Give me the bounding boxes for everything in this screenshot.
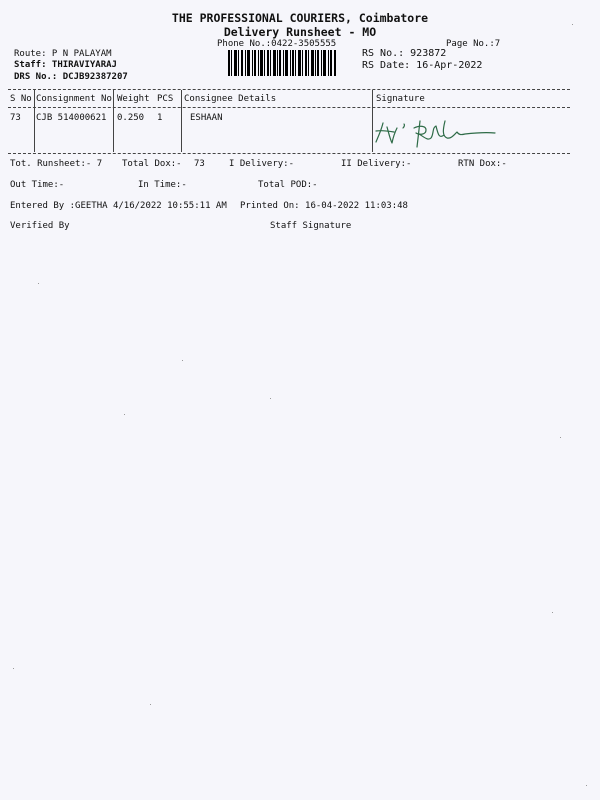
in-time: In Time:- <box>138 180 187 190</box>
rs-number: RS No.: 923872 <box>362 48 447 59</box>
company-title: THE PROFESSIONAL COURIERS, Coimbatore <box>171 11 429 25</box>
barcode <box>228 50 338 76</box>
table-bottom-rule <box>8 153 570 154</box>
column-header-weight: Weight <box>117 94 150 104</box>
out-time: Out Time:- <box>10 180 65 190</box>
column-divider <box>34 90 35 152</box>
page-number: Page No.:7 <box>446 39 501 49</box>
handwritten-signature <box>374 117 500 149</box>
scan-speck <box>560 437 561 438</box>
scan-speck <box>38 283 39 284</box>
total-pod: Total POD:- <box>258 180 318 190</box>
scan-speck <box>13 668 14 669</box>
phone-number: Phone No.:0422-3505555 <box>217 39 337 49</box>
rs-date: RS Date: 16-Apr-2022 <box>362 60 483 71</box>
staff-name: Staff: THIRAVIYARAJ <box>14 60 117 70</box>
scan-speck <box>182 360 183 361</box>
column-header-consignee: Consignee Details <box>184 94 277 104</box>
table-top-rule <box>8 89 570 90</box>
row-consignee: ESHAAN <box>190 113 223 123</box>
scan-speck <box>150 704 151 705</box>
column-header-pcs: PCS <box>157 94 174 104</box>
column-header-signature: Signature <box>376 94 425 104</box>
total-dox-value: 73 <box>194 159 205 169</box>
column-header-consignment: Consignment No <box>36 94 112 104</box>
entered-by: Entered By :GEETHA 4/16/2022 10:55:11 AM <box>10 201 227 211</box>
total-dox-label: Total Dox:- <box>122 159 182 169</box>
route: Route: P N PALAYAM <box>14 49 112 59</box>
first-delivery: I Delivery:- <box>229 159 295 169</box>
column-header-sno: S No <box>10 94 32 104</box>
column-divider <box>113 90 114 152</box>
document-title: Delivery Runsheet - MO <box>223 25 377 39</box>
verified-by: Verified By <box>10 221 70 231</box>
column-divider <box>372 90 373 152</box>
scan-speck <box>572 24 573 25</box>
drs-number: DRS No.: DCJB92387207 <box>14 72 128 82</box>
row-weight: 0.250 <box>117 113 145 123</box>
staff-signature-label: Staff Signature <box>270 221 352 231</box>
column-divider <box>181 90 182 152</box>
scan-speck <box>552 612 553 613</box>
scan-speck <box>124 414 125 415</box>
row-pcs: 1 <box>157 113 163 123</box>
return-dox: RTN Dox:- <box>458 159 507 169</box>
row-consignment-no: CJB 514000621 <box>36 113 107 123</box>
second-delivery: II Delivery:- <box>341 159 412 169</box>
total-runsheet: Tot. Runsheet:- 7 <box>10 159 103 169</box>
scan-speck <box>586 785 587 786</box>
printed-on: Printed On: 16-04-2022 11:03:48 <box>240 201 408 211</box>
row-sno: 73 <box>10 113 21 123</box>
scan-speck <box>270 398 271 399</box>
header-bottom-rule <box>8 107 570 108</box>
